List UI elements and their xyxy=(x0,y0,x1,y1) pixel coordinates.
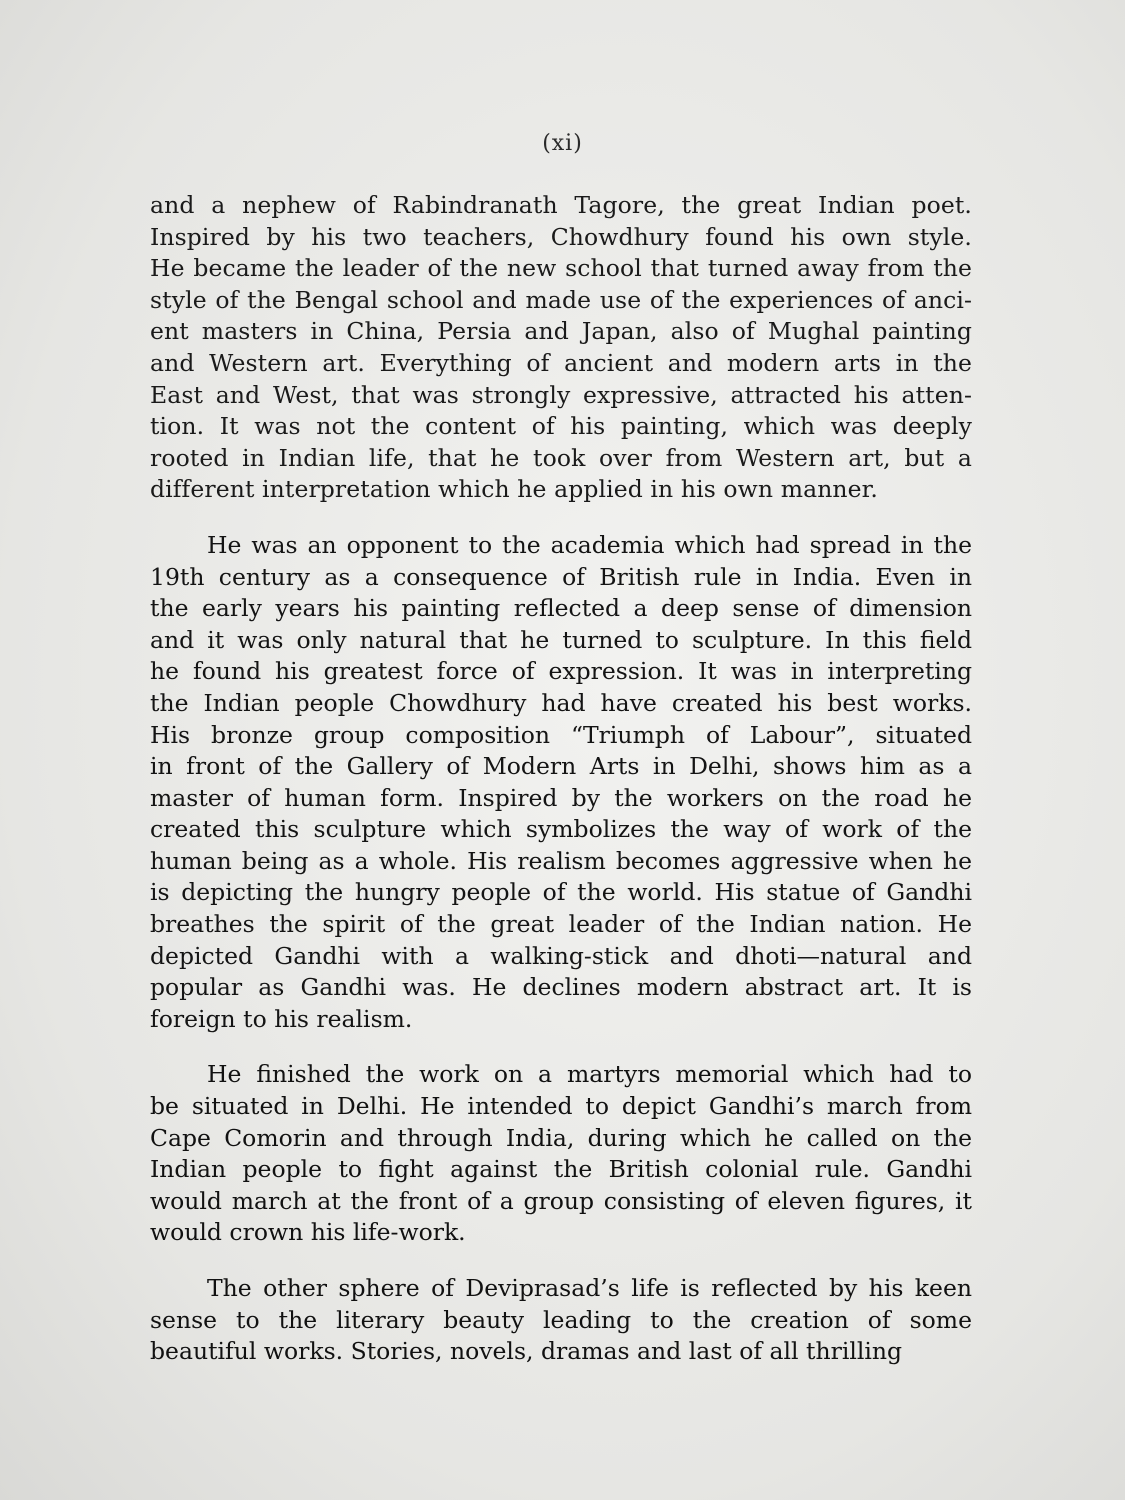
text-line: would march at the front of a group consisting of eleven figures, it xyxy=(150,1186,972,1215)
text-line: He became the leader of the new school that turned away from the xyxy=(150,254,972,283)
text-line: Inspired by his two teachers, Chowdhury found his own style. xyxy=(150,222,972,251)
paragraph-literary-works xyxy=(150,1273,972,1368)
text-line: and it was only natural that he turned to sculpture. In this field xyxy=(150,625,972,654)
text-line: 19th century as a consequence of British rule in India. Even in xyxy=(150,562,972,591)
text-line: tion. It was not the content of his painting, which was deeply xyxy=(150,412,972,441)
body-text xyxy=(150,190,972,1392)
text-line: His bronze group composition “Triumph of Labour”, situated xyxy=(150,720,972,749)
text-line: foreign to his realism. xyxy=(150,1004,413,1033)
text-line: popular as Gandhi was. He declines modern abstract art. It is xyxy=(150,973,972,1002)
text-line: breathes the spirit of the great leader of the Indian nation. He xyxy=(150,910,972,939)
text-line: master of human form. Inspired by the workers on the road he xyxy=(150,783,972,812)
text-line: beautiful works. Stories, novels, dramas and last of all thrilling xyxy=(150,1337,903,1366)
text-line: sense to the literary beauty leading to the creation of some xyxy=(150,1305,972,1334)
text-line: The other sphere of Deviprasad’s life is reflected by his keen xyxy=(207,1274,972,1302)
text-line: different interpretation which he applied in his own manner. xyxy=(150,475,878,504)
text-line: would crown his life-work. xyxy=(150,1218,466,1247)
text-line: the Indian people Chowdhury had have created his best works. xyxy=(150,688,972,717)
text-line: be situated in Delhi. He intended to depict Gandhi’s march from xyxy=(150,1092,972,1121)
page-number: (xi) xyxy=(542,131,583,156)
text-line: ent masters in China, Persia and Japan, also of Mughal painting xyxy=(150,317,972,346)
text-line: He was an opponent to the academia which had spread in the xyxy=(207,530,972,559)
text-line: style of the Bengal school and made use of the experiences of anci- xyxy=(150,285,972,314)
text-line: he found his greatest force of expression. It was in interpreting xyxy=(150,657,972,686)
text-line: East and West, that was strongly expressive, attracted his atten- xyxy=(150,380,972,409)
text-line: Indian people to fight against the British colonial rule. Gandhi xyxy=(150,1155,972,1184)
text-line: He finished the work on a martyrs memorial which had to xyxy=(207,1060,972,1089)
text-line: Cape Comorin and through India, during which he called on the xyxy=(150,1123,972,1152)
text-line: depicted Gandhi with a walking-stick and dhoti—natural and xyxy=(150,941,972,970)
text-line: created this sculpture which symbolizes the way of work of the xyxy=(150,815,972,844)
text-line: and a nephew of Rabindranath Tagore, the great Indian poet. xyxy=(150,191,972,219)
paragraph-martyrs-memorial xyxy=(150,1059,972,1249)
text-line: rooted in Indian life, that he took over from Western art, but a xyxy=(150,443,972,472)
paragraph-sculpture xyxy=(150,530,972,1036)
text-line: the early years his painting reflected a deep sense of dimension xyxy=(150,594,972,623)
text-line: is depicting the hungry people of the world. His statue of Gandhi xyxy=(150,878,972,907)
text-line: human being as a whole. His realism becomes aggressive when he xyxy=(150,846,972,875)
text-line: in front of the Gallery of Modern Arts in Delhi, shows him as a xyxy=(150,752,972,781)
text-line: and Western art. Everything of ancient and modern arts in the xyxy=(150,348,972,377)
paragraph-tagore-influence xyxy=(150,190,972,506)
